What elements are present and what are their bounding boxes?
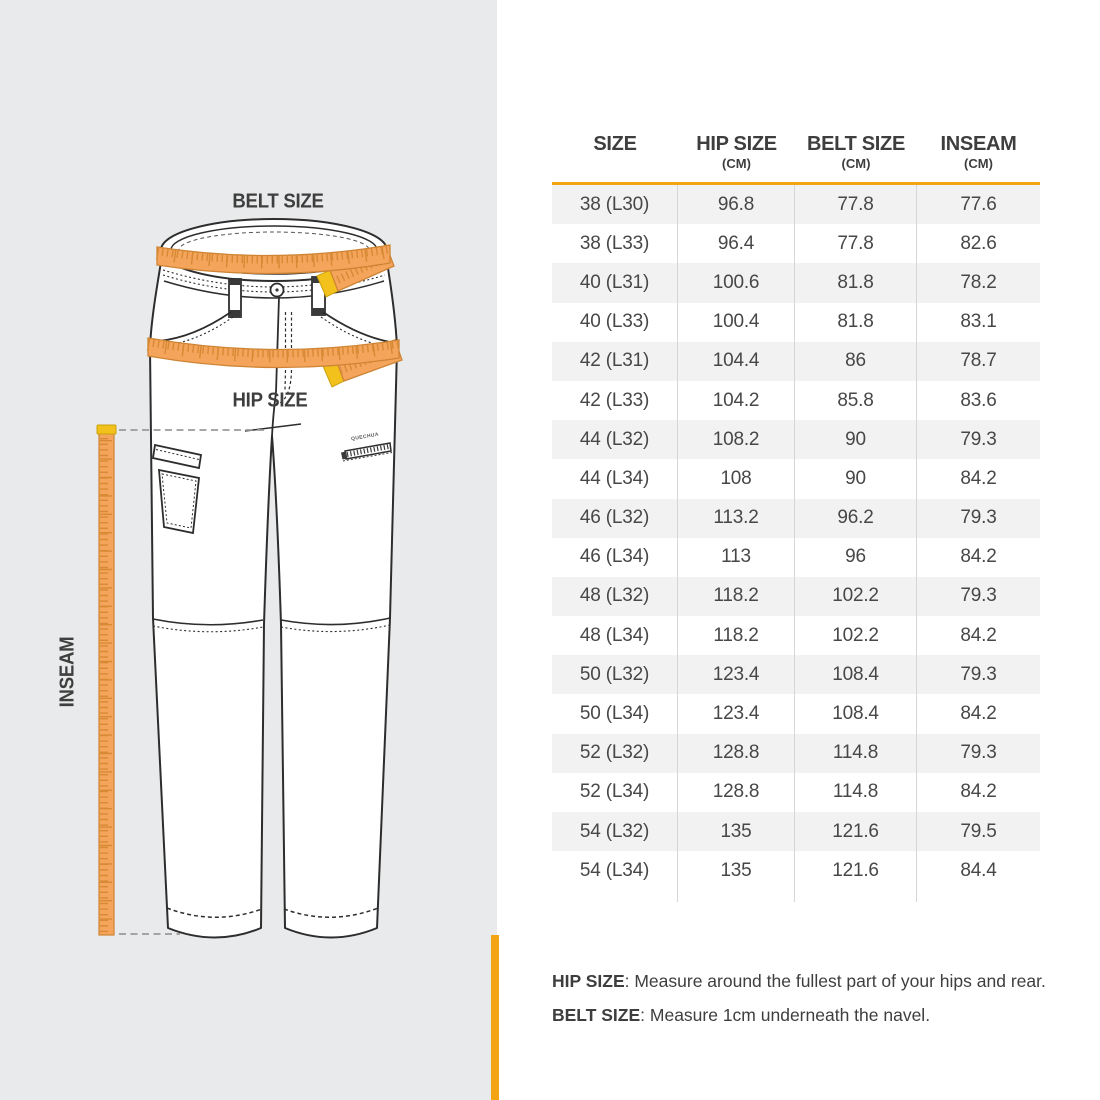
note-text: : Measure around the fullest part of your hips and rear. [624,971,1046,991]
table-cell: 79.3 [960,663,997,685]
table-cell: 118.2 [678,616,795,655]
spacer-cell [678,890,795,902]
column-label: HIP SIZE [696,133,777,155]
size-table [552,132,1040,902]
table-cell: 54 (L32) [552,812,678,851]
accent-bar [491,935,499,1100]
table-cell: 108.4 [795,655,917,694]
table-cell: 102.2 [795,616,917,655]
spacer-cell [795,890,917,902]
table-cell: 114.8 [795,734,917,773]
table-cell: 84.4 [960,859,997,881]
table-footer-lines [552,890,1040,902]
table-cell: 79.3 [960,585,997,607]
table-cell: 46 (L34) [552,538,678,577]
table-cell: 113.2 [678,499,795,538]
table-row [552,694,1040,733]
table-cell: 78.2 [960,271,997,293]
column-label: BELT SIZE [806,133,906,155]
table-cell: 123.4 [678,655,795,694]
table-cell: 96.2 [795,499,917,538]
table-cell: 128.8 [678,773,795,812]
table-cell: 48 (L32) [552,577,678,616]
table-cell: 84.2 [960,467,997,489]
column-unit: (CM) [841,156,871,171]
hip-size-note [552,964,1046,998]
table-row [552,577,1040,616]
column-label: SIZE [593,133,637,155]
belt-size-note [552,998,1046,1032]
size-table-body [552,185,1040,890]
table-cell: 77.8 [795,185,917,224]
pants-diagram [0,0,497,1100]
measurement-notes [552,964,1046,1032]
table-cell: 96.8 [678,185,795,224]
table-cell: 46 (L32) [552,499,678,538]
column-header-belt [795,132,917,171]
table-cell: 38 (L33) [552,224,678,263]
table-row [552,185,1040,224]
note-term: BELT SIZE [552,1005,641,1025]
table-cell: 85.8 [795,381,917,420]
table-cell: 78.7 [960,350,997,372]
note-term: HIP SIZE [552,971,625,991]
table-cell: 102.2 [795,577,917,616]
illustration-panel [0,0,497,1100]
table-cell: 118.2 [678,577,795,616]
table-cell: 42 (L31) [552,342,678,381]
table-cell: 83.1 [960,311,997,333]
inseam-label: INSEAM [56,636,79,708]
table-row [552,303,1040,342]
table-cell: 77.8 [795,224,917,263]
spacer-cell [552,890,678,902]
table-row [552,459,1040,498]
table-cell: 96 [795,538,917,577]
table-cell: 135 [678,812,795,851]
table-header [552,132,1040,185]
table-cell: 81.8 [795,263,917,302]
column-header-size [552,132,678,171]
table-cell: 40 (L33) [552,303,678,342]
table-cell: 108.2 [678,420,795,459]
inseam-measuring-tape [97,425,116,935]
table-cell: 79.3 [960,507,997,529]
table-cell: 108 [678,459,795,498]
table-cell: 50 (L34) [552,694,678,733]
table-cell: 42 (L33) [552,381,678,420]
table-cell: 84.2 [960,781,997,803]
table-cell: 135 [678,851,795,890]
table-row [552,812,1040,851]
table-cell: 79.3 [960,742,997,764]
table-cell: 84.2 [960,624,997,646]
table-row [552,342,1040,381]
table-row [552,224,1040,263]
table-cell: 44 (L34) [552,459,678,498]
column-unit [552,156,678,171]
table-cell: 44 (L32) [552,420,678,459]
table-cell: 40 (L31) [552,263,678,302]
table-row [552,263,1040,302]
table-cell: 96.4 [678,224,795,263]
table-cell: 52 (L34) [552,773,678,812]
table-cell: 90 [795,459,917,498]
table-cell: 84.2 [960,546,997,568]
table-cell: 100.4 [678,303,795,342]
table-row [552,538,1040,577]
table-cell: 123.4 [678,694,795,733]
table-cell: 50 (L32) [552,655,678,694]
table-cell: 79.5 [960,820,997,842]
table-cell: 77.6 [960,193,997,215]
table-row [552,616,1040,655]
column-label: INSEAM [940,133,1017,155]
table-cell: 121.6 [795,851,917,890]
spacer-cell [917,890,1040,902]
table-row [552,773,1040,812]
column-unit: (CM) [964,156,993,171]
column-header-hip [678,132,795,171]
table-cell: 90 [795,420,917,459]
belt-size-label: BELT SIZE [232,190,324,213]
table-cell: 38 (L30) [552,185,678,224]
table-cell: 104.2 [678,381,795,420]
table-cell: 79.3 [960,428,997,450]
table-cell: 83.6 [960,389,997,411]
table-cell: 104.4 [678,342,795,381]
table-cell: 128.8 [678,734,795,773]
table-row [552,381,1040,420]
table-cell: 114.8 [795,773,917,812]
table-row [552,420,1040,459]
table-cell: 84.2 [960,703,997,725]
table-cell: 52 (L32) [552,734,678,773]
note-text: : Measure 1cm underneath the navel. [640,1005,931,1025]
table-cell: 81.8 [795,303,917,342]
column-header-inseam [917,132,1040,171]
table-cell: 54 (L34) [552,851,678,890]
table-row [552,499,1040,538]
brand-label: QUECHUA [350,431,380,443]
table-cell: 108.4 [795,694,917,733]
table-cell: 121.6 [795,812,917,851]
table-row [552,655,1040,694]
table-row [552,734,1040,773]
waist-button [271,284,284,297]
table-row [552,851,1040,890]
table-cell: 86 [795,342,917,381]
table-cell: 82.6 [960,232,997,254]
table-cell: 113 [678,538,795,577]
column-unit: (CM) [722,156,751,171]
table-cell: 48 (L34) [552,616,678,655]
table-cell: 100.6 [678,263,795,302]
hip-size-label: HIP SIZE [232,389,308,412]
